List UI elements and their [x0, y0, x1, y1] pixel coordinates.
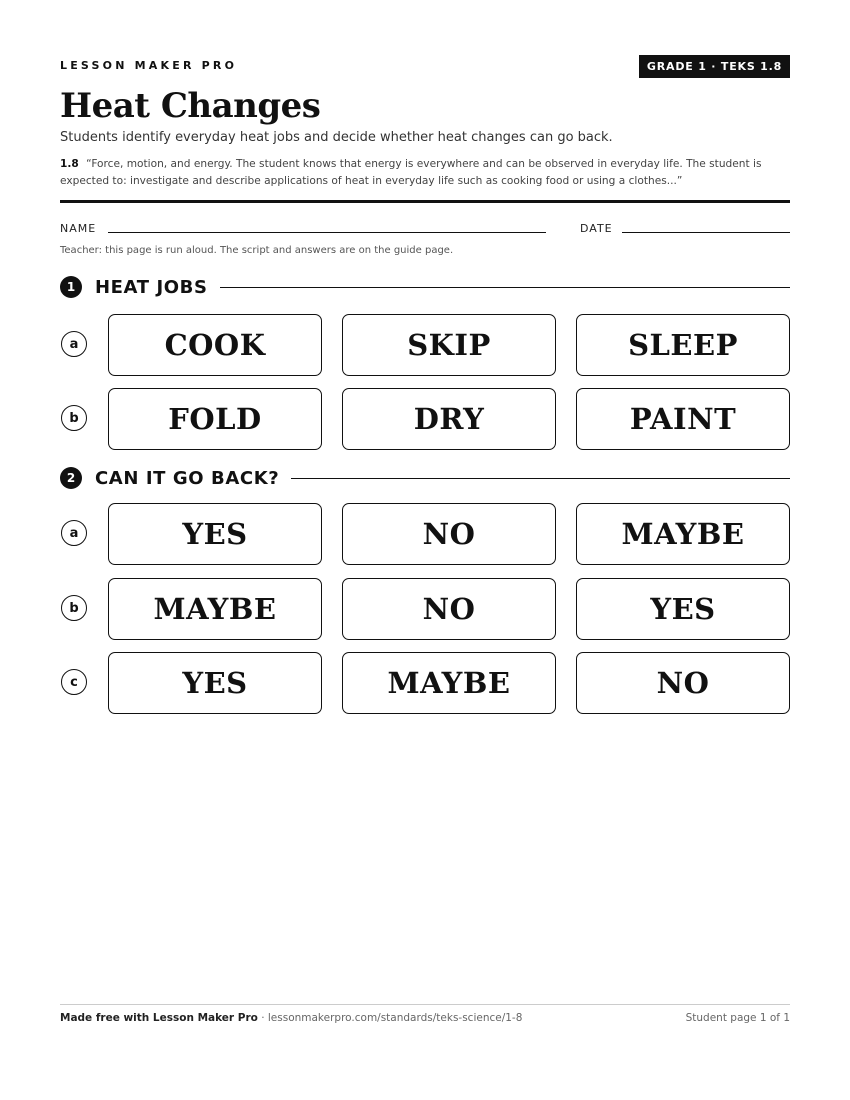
grade-badge: GRADE 1 · TEKS 1.8: [639, 55, 790, 78]
section-heading: [60, 467, 790, 489]
answer-card[interactable]: SLEEP: [576, 314, 790, 376]
answer-card[interactable]: FOLD: [108, 388, 322, 450]
row-letter: b: [61, 405, 87, 431]
answer-card[interactable]: SKIP: [342, 314, 556, 376]
row-letter: a: [61, 331, 87, 357]
footer-page-label: Student page 1 of 1: [685, 1012, 790, 1024]
teacher-note: Teacher: this page is run aloud. The script and answers are on the guide page.: [60, 245, 454, 256]
row-letter: a: [61, 520, 87, 546]
section-divider: [220, 287, 790, 288]
standard-description: [60, 156, 800, 190]
answer-card[interactable]: MAYBE: [576, 503, 790, 565]
section-heading: [60, 276, 790, 298]
answer-card[interactable]: NO: [342, 578, 556, 640]
date-label: DATE: [580, 222, 613, 235]
brand-label: LESSON MAKER PRO: [60, 59, 238, 72]
answer-card[interactable]: YES: [108, 503, 322, 565]
answer-card[interactable]: MAYBE: [342, 652, 556, 714]
section-number: 1: [60, 276, 82, 298]
answer-card[interactable]: YES: [576, 578, 790, 640]
row-letter: c: [61, 669, 87, 695]
answer-card[interactable]: YES: [108, 652, 322, 714]
answer-card[interactable]: DRY: [342, 388, 556, 450]
footer-separator: ·: [257, 1012, 268, 1024]
answer-card[interactable]: MAYBE: [108, 578, 322, 640]
answer-card[interactable]: PAINT: [576, 388, 790, 450]
standard-text: “Force, motion, and energy. The student knows that energy is everywhere and can be observed in everyday life. The student is expected to: investigate and describe applications of heat in everyday life such as cooking food or using a clothes...”: [60, 158, 762, 187]
answer-card[interactable]: COOK: [108, 314, 322, 376]
section-title: HEAT JOBS: [95, 276, 208, 298]
footer-url[interactable]: lessonmakerpro.com/standards/teks-science/1-8: [267, 1012, 523, 1024]
footer-divider: [60, 1004, 790, 1005]
section-title: CAN IT GO BACK?: [95, 467, 280, 489]
name-label: NAME: [60, 222, 97, 235]
section-divider: [291, 478, 790, 479]
answer-card[interactable]: NO: [342, 503, 556, 565]
name-field[interactable]: [108, 232, 546, 233]
row-letter: b: [61, 595, 87, 621]
date-field[interactable]: [622, 232, 790, 233]
header-divider: [60, 200, 790, 203]
footer-brand: Made free with Lesson Maker Pro: [60, 1012, 258, 1024]
section-number: 2: [60, 467, 82, 489]
footer-credit: [60, 1012, 522, 1024]
standard-code: 1.8: [60, 158, 79, 170]
answer-card[interactable]: NO: [576, 652, 790, 714]
page-title: Heat Changes: [60, 86, 321, 126]
page-subtitle: Students identify everyday heat jobs and decide whether heat changes can go back.: [60, 130, 613, 145]
